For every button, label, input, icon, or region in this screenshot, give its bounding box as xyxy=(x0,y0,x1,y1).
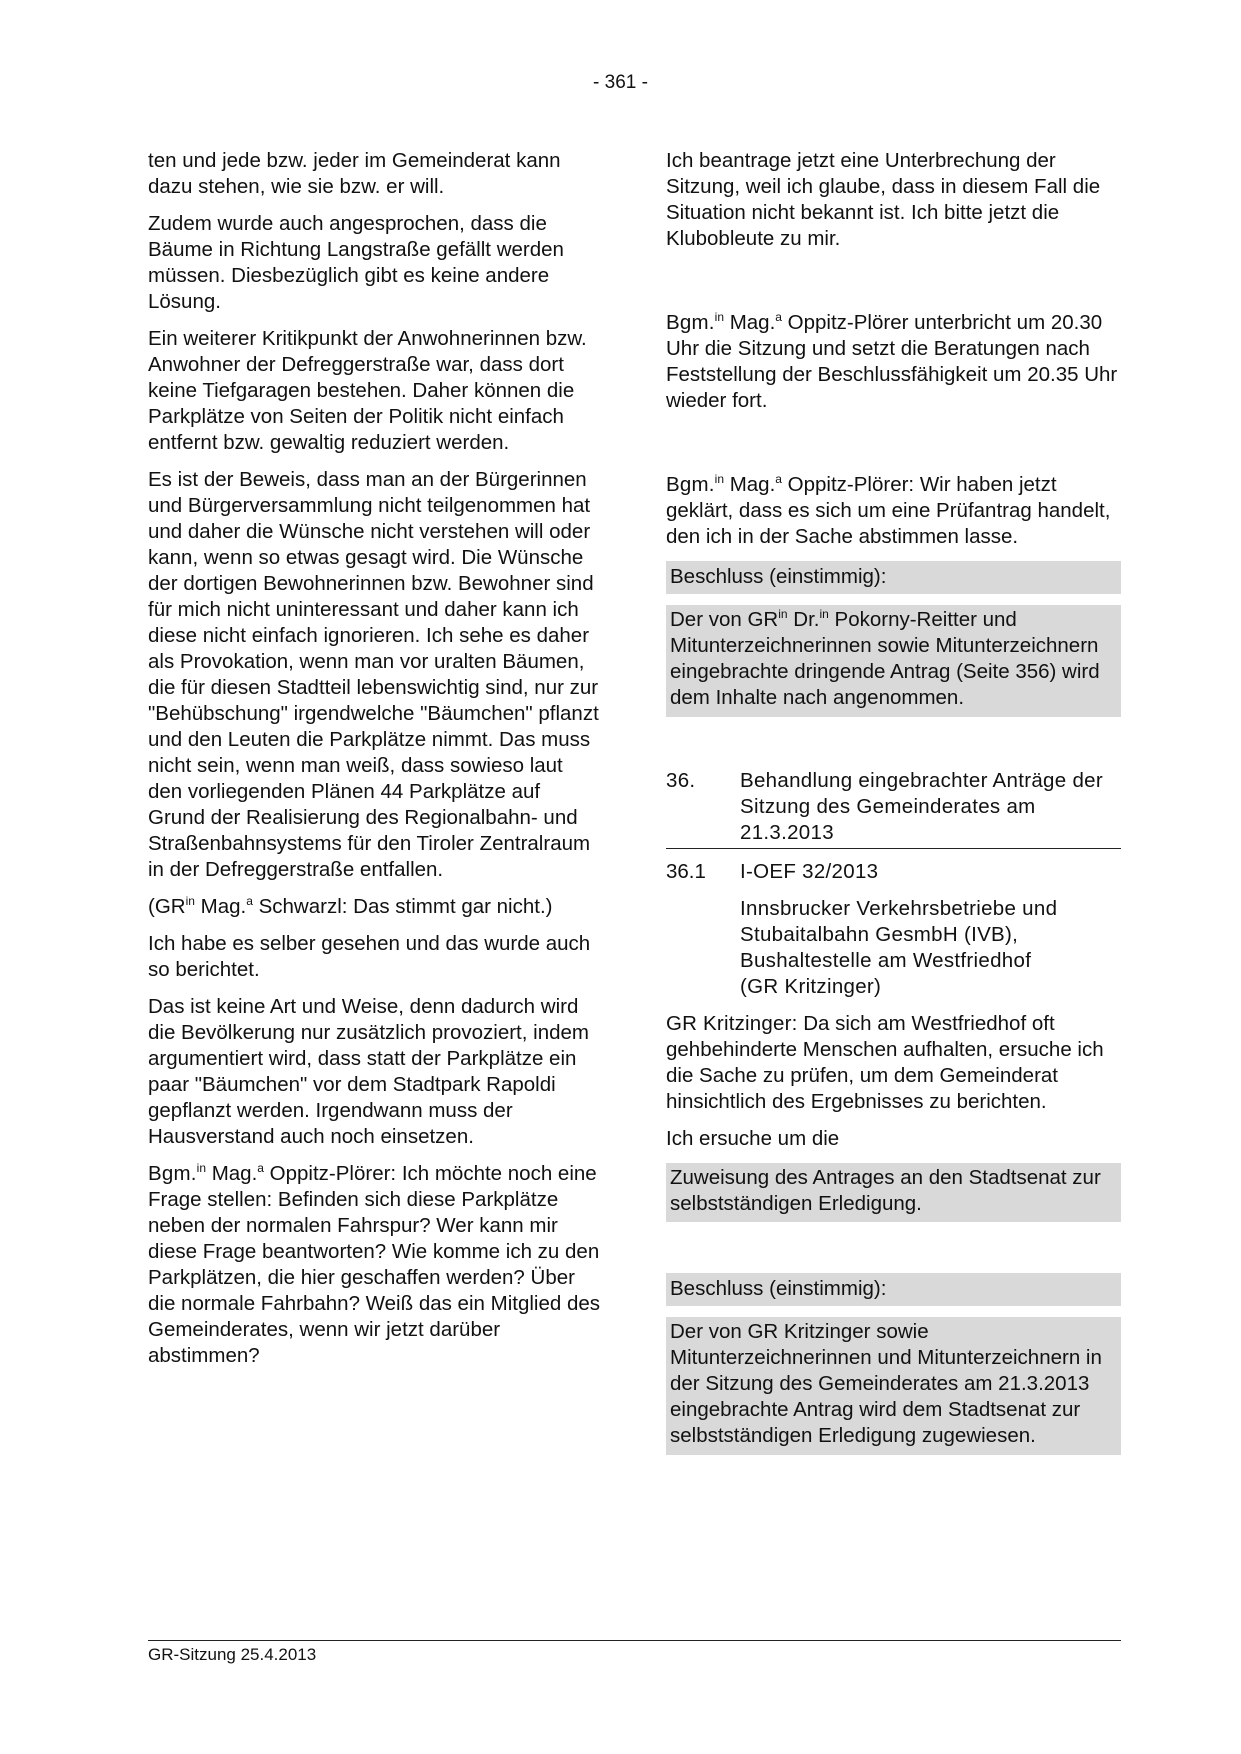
left-column xyxy=(148,148,600,1380)
speaker-paragraph xyxy=(666,472,1121,550)
decision-text: Der von GR Kritzinger sowie Mitunterzeichnerinnen und Mitunterzeichnern in der Sitzung des Gemeinderates am 21.3.2013 eingebrachte Antrag wird dem Stadtsenat zur selbstständigen Erledigung zugewiesen. xyxy=(666,1317,1121,1455)
superscript: in xyxy=(196,1161,206,1176)
agenda-subitem-reference: I-OEF 32/2013 xyxy=(740,860,879,883)
paragraph: Ich ersuche um die xyxy=(666,1127,840,1150)
superscript: a xyxy=(246,894,253,909)
text-span: Mag. xyxy=(194,895,247,918)
footer-text: GR-Sitzung 25.4.2013 xyxy=(148,1645,317,1664)
superscript: a xyxy=(775,472,782,487)
interjection xyxy=(148,894,600,920)
agenda-subitem xyxy=(666,859,1121,1000)
agenda-item-number: 36. xyxy=(666,769,696,792)
superscript: in xyxy=(819,607,829,622)
superscript: in xyxy=(714,310,724,325)
paragraph: Das ist keine Art und Weise, denn dadurch wird die Bevölkerung nur zusätzlich provoziert, indem argumentiert wird, dass statt der Parkplätze ein paar "Bäumchen" vor dem Stadtpark Rapoldi gepflanzt werden. Irgendwann muss der Hausverstand auch noch einsetzen. xyxy=(148,995,589,1148)
speaker-name: GR Kritzinger: xyxy=(666,1012,798,1035)
agenda-item-title: Behandlung eingebrachter Anträge der Sitzung des Gemeinderates am 21.3.2013 xyxy=(740,769,1103,844)
assignment-box: Zuweisung des Antrages an den Stadtsenat zur selbstständigen Erledigung. xyxy=(666,1163,1121,1222)
superscript: in xyxy=(185,894,195,909)
right-column xyxy=(666,148,1121,1466)
text-span: Mag. xyxy=(724,311,776,334)
text-span: Schwarzl: Das stimmt gar nicht.) xyxy=(252,895,553,918)
text-span: Mag. xyxy=(206,1162,258,1185)
paragraph: Zudem wurde auch angesprochen, dass die Bäume in Richtung Langstraße gefällt werden müssen. Diesbezüglich gibt es keine andere Lösung. xyxy=(148,212,564,313)
text-span: (GR xyxy=(148,895,186,918)
paragraph: Ich beantrage jetzt eine Unterbrechung der Sitzung, weil ich glaube, dass in diesem Fall die Situation nicht bekannt ist. Ich bitte jetzt die Klubobleute zu mir. xyxy=(666,149,1101,250)
decision-label: Beschluss (einstimmig): xyxy=(666,561,1121,594)
spacer xyxy=(666,425,1121,472)
speaker-title: Bgm. xyxy=(666,311,715,334)
text-span: Pokorny-Reitter und Mitunterzeichnerinnen sowie Mitunterzeichnern eingebrachte dringende Antrag (Seite 356) wird dem Inhalte nach angenommen. xyxy=(670,608,1100,709)
text-span: Der von GR xyxy=(670,608,779,631)
paragraph: ten und jede bzw. jeder im Gemeinderat kann dazu stehen, wie sie bzw. er will. xyxy=(148,149,561,198)
superscript: in xyxy=(714,472,724,487)
text-span: Mag. xyxy=(724,473,776,496)
decision-label: Beschluss (einstimmig): xyxy=(666,1273,1121,1306)
paragraph: Ein weiterer Kritikpunkt der Anwohnerinnen bzw. Anwohner der Defreggerstraße war, dass dort keine Tiefgaragen bestehen. Daher können die Parkplätze von Seiten der Politik nicht einfach entfernt bzw. gewaltig reduziert werden. xyxy=(148,327,587,454)
paragraph: Es ist der Beweis, dass man an der Bürgerinnen und Bürgerversammlung nicht teilgenommen hat und daher die Wünsche nicht verstehen will oder kann, wenn so etwas gesagt wird. Die Wünsche der dortigen Bewohnerinnen bzw. Bewohner sind für mich nicht uninteressant und daher kann ich diese nicht einfach ignorieren. Ich sehe es daher als Provokation, wenn man vor uralten Bäumen, die für diesen Stadtteil lebenswichtig sind, nur zur "Behübschung" irgendwelche "Bäumchen" pflanzt und den Leuten die Parkplätze nimmt. Das muss nicht sein, wenn man weiß, dass sowieso laut den vorliegenden Plänen 44 Parkplätze auf Grund der Realisierung des Regionalbahn- und Straßenbahnsystems für den Tiroler Zentralraum in der Defreggerstraße entfallen. xyxy=(148,468,599,881)
speaker-paragraph xyxy=(148,1161,600,1369)
superscript: a xyxy=(257,1161,264,1176)
speaker-paragraph xyxy=(666,1011,1121,1115)
spacer xyxy=(666,263,1121,310)
superscript: in xyxy=(778,607,788,622)
text-span: Oppitz-Plörer: Ich möchte noch eine Frage stellen: Befinden sich diese Parkplätze neben der normalen Fahrspur? Wer kann mir diese Frage beantworten? Wie komme ich zu den Parkplätzen, die hier geschaffen werden? Über die normale Fahrbahn? Weiß das ein Mitglied des Gemeinderates, wenn wir jetzt darüber abstimmen? xyxy=(148,1162,601,1367)
decision-text xyxy=(666,605,1121,717)
speaker-paragraph xyxy=(666,310,1121,414)
page-number: - 361 - xyxy=(593,72,648,93)
agenda-subitem-body xyxy=(740,859,1121,1000)
agenda-subitem-number: 36.1 xyxy=(666,860,706,883)
speaker-title: Bgm. xyxy=(666,473,715,496)
spacer xyxy=(666,728,1121,768)
agenda-item-heading xyxy=(666,768,1121,849)
footer-rule xyxy=(148,1640,1121,1641)
text-span: Oppitz-Plörer unterbricht um 20.30 Uhr die Sitzung und setzt die Beratungen nach Feststellung der Beschlussfähigkeit um 20.35 Uhr wieder fort. xyxy=(666,311,1118,412)
spacer xyxy=(666,1233,1121,1273)
text-span: Dr. xyxy=(787,608,820,631)
text-span: Da sich am Westfriedhof oft gehbehinderte Menschen aufhalten, ersuche ich die Sache zu prüfen, um dem Gemeinderat hinsichtlich des Ergebnisses zu berichten. xyxy=(666,1012,1104,1113)
text-span: Oppitz-Plörer: Wir haben jetzt geklärt, dass es sich um eine Prüfantrag handelt, den ich in der Sache abstimmen lasse. xyxy=(666,473,1111,548)
agenda-subitem-title: Innsbrucker Verkehrsbetriebe und Stubaitalbahn GesmbH (IVB), Bushaltestelle am Westfriedhof (GR Kritzinger) xyxy=(740,897,1058,998)
paragraph: Ich habe es selber gesehen und das wurde auch so berichtet. xyxy=(148,932,591,981)
superscript: a xyxy=(775,310,782,325)
speaker-title: Bgm. xyxy=(148,1162,197,1185)
